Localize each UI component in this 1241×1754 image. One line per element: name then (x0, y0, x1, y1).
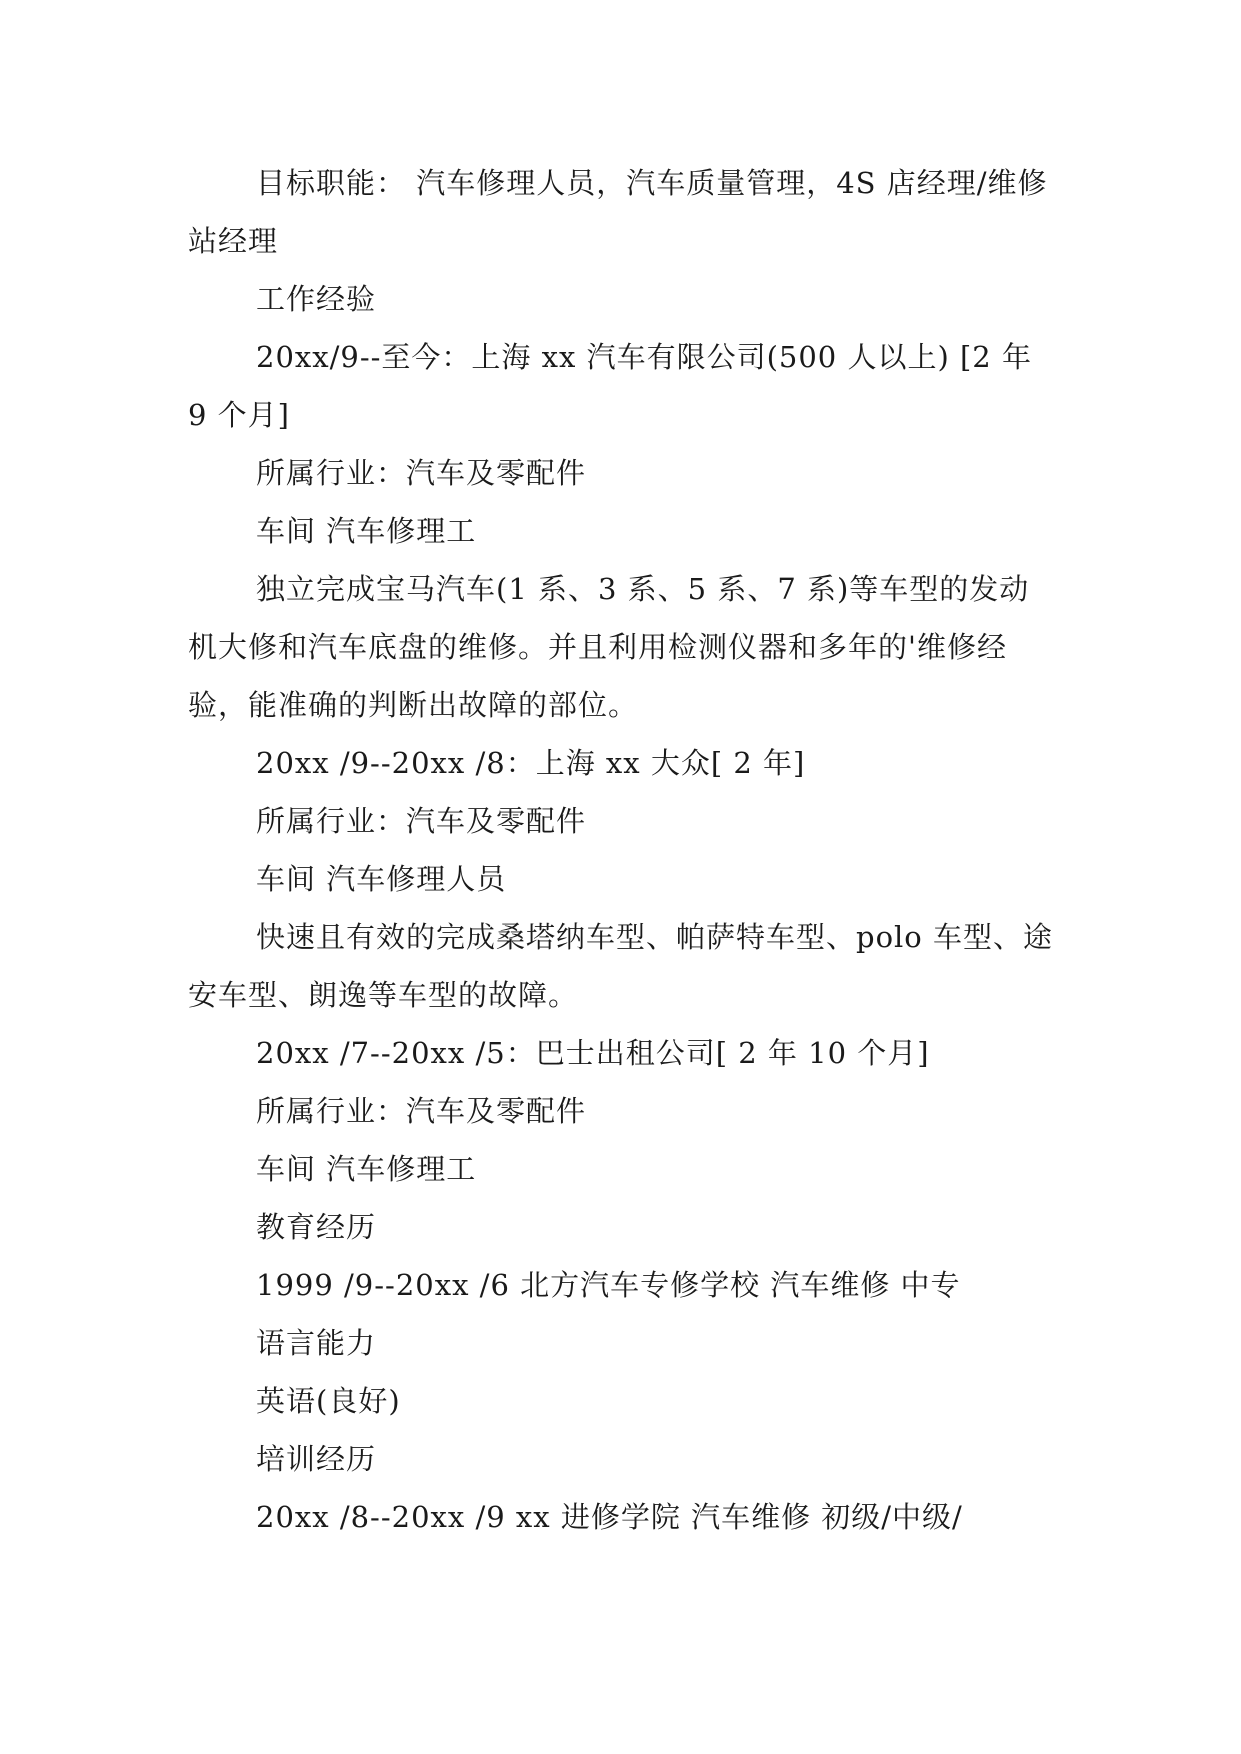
document-body (188, 154, 1054, 1546)
job-3-period: 20xx /7--20xx /5：巴士出租公司[ 2 年 10 个月] (256, 1036, 930, 1070)
job-2-industry: 所属行业：汽车及零配件 (256, 804, 587, 838)
language-heading: 语言能力 (256, 1326, 377, 1360)
training-entry: 20xx /8--20xx /9 xx 进修学院 汽车维修 初级/中级/ (256, 1500, 963, 1534)
training-heading: 培训经历 (256, 1442, 377, 1476)
job-2-period: 20xx /9--20xx /8：上海 xx 大众[ 2 年] (256, 746, 806, 780)
job-1-period: 20xx/9--至今：上海 xx 汽车有限公司(500 人以上) [2 年 9 个月] (188, 340, 1032, 432)
work-experience-heading: 工作经验 (256, 282, 377, 316)
job-1-industry: 所属行业：汽车及零配件 (256, 456, 587, 490)
target-function-paragraph: 目标职能： 汽车修理人员，汽车质量管理，4S 店经理/维修站经理 (188, 166, 1048, 258)
job-3-position: 车间 汽车修理工 (256, 1152, 477, 1186)
job-2-position: 车间 汽车修理人员 (256, 862, 507, 896)
job-1-description: 独立完成宝马汽车(1 系、3 系、5 系、7 系)等车型的发动机大修和汽车底盘的维修。并且利用检测仪器和多年的'维修经验，能准确的判断出故障的部位。 (188, 572, 1030, 722)
language-entry: 英语(良好) (256, 1384, 401, 1418)
education-entry: 1999 /9--20xx /6 北方汽车专修学校 汽车维修 中专 (256, 1268, 961, 1302)
job-3-industry: 所属行业：汽车及零配件 (256, 1094, 587, 1128)
job-2-description: 快速且有效的完成桑塔纳车型、帕萨特车型、polo 车型、途安车型、朗逸等车型的故障。 (188, 920, 1053, 1012)
job-1-position: 车间 汽车修理工 (256, 514, 477, 548)
education-heading: 教育经历 (256, 1210, 377, 1244)
